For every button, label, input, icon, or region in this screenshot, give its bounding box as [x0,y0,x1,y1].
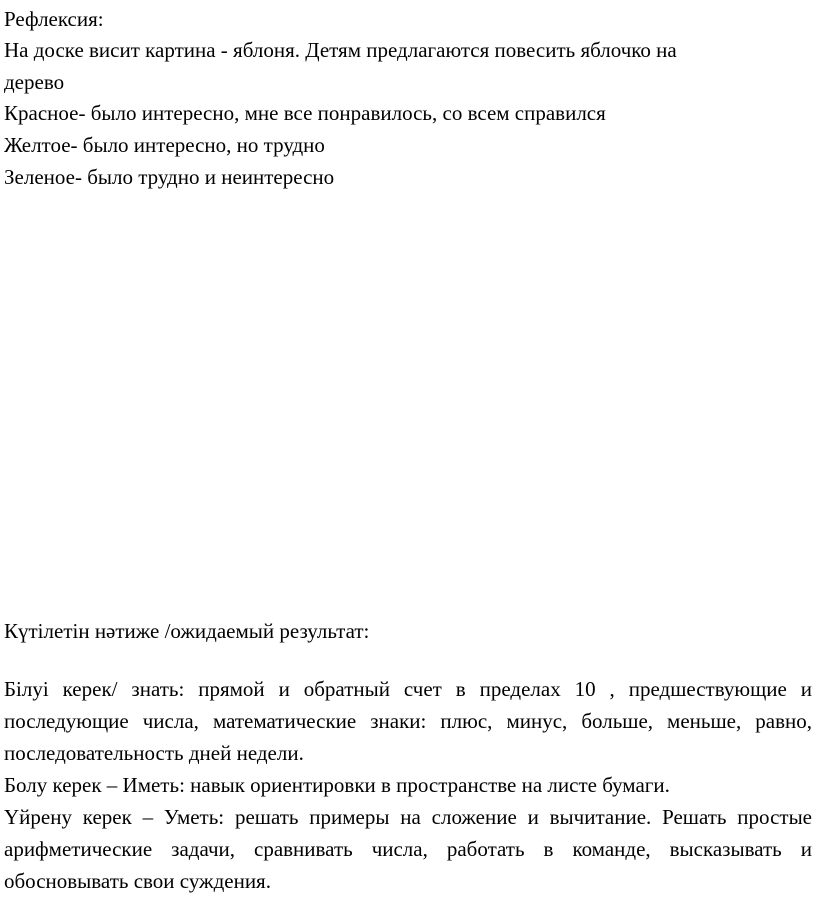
have-paragraph: Болу керек – Иметь: навык ориентировки в пространстве на листе бумаги. [4,773,670,797]
expected-result-heading: Күтілетін нәтиже /ожидаемый результат: [4,619,370,643]
reflection-yellow-apple: Желтое- было интересно, но трудно [4,133,325,157]
reflection-intro-line-1: На доске висит картина - яблоня. Детям предлагаются повесить яблочко на [4,38,677,62]
reflection-heading: Рефлексия: [4,7,104,31]
reflection-green-apple: Зеленое- было трудно и неинтересно [4,165,335,189]
skill-paragraph: Үйрену керек – Уметь: решать примеры на сложение и вычитание. Решать простые арифметические задачи, сравнивать числа, работать в команде, высказывать и обосновывать свои суждения. [4,805,812,893]
know-paragraph: Білуі керек/ знать: прямой и обратный счет в пределах 10 , предшествующие и последующие числа, математические знаки: плюс, минус, больше, меньше, равно, последовательность дней недели. [4,677,812,765]
expected-result-body [4,673,812,897]
reflection-red-apple: Красное- было интересно, мне все понравилось, со всем справился [4,101,606,125]
reflection-intro-line-2: дерево [4,70,65,94]
